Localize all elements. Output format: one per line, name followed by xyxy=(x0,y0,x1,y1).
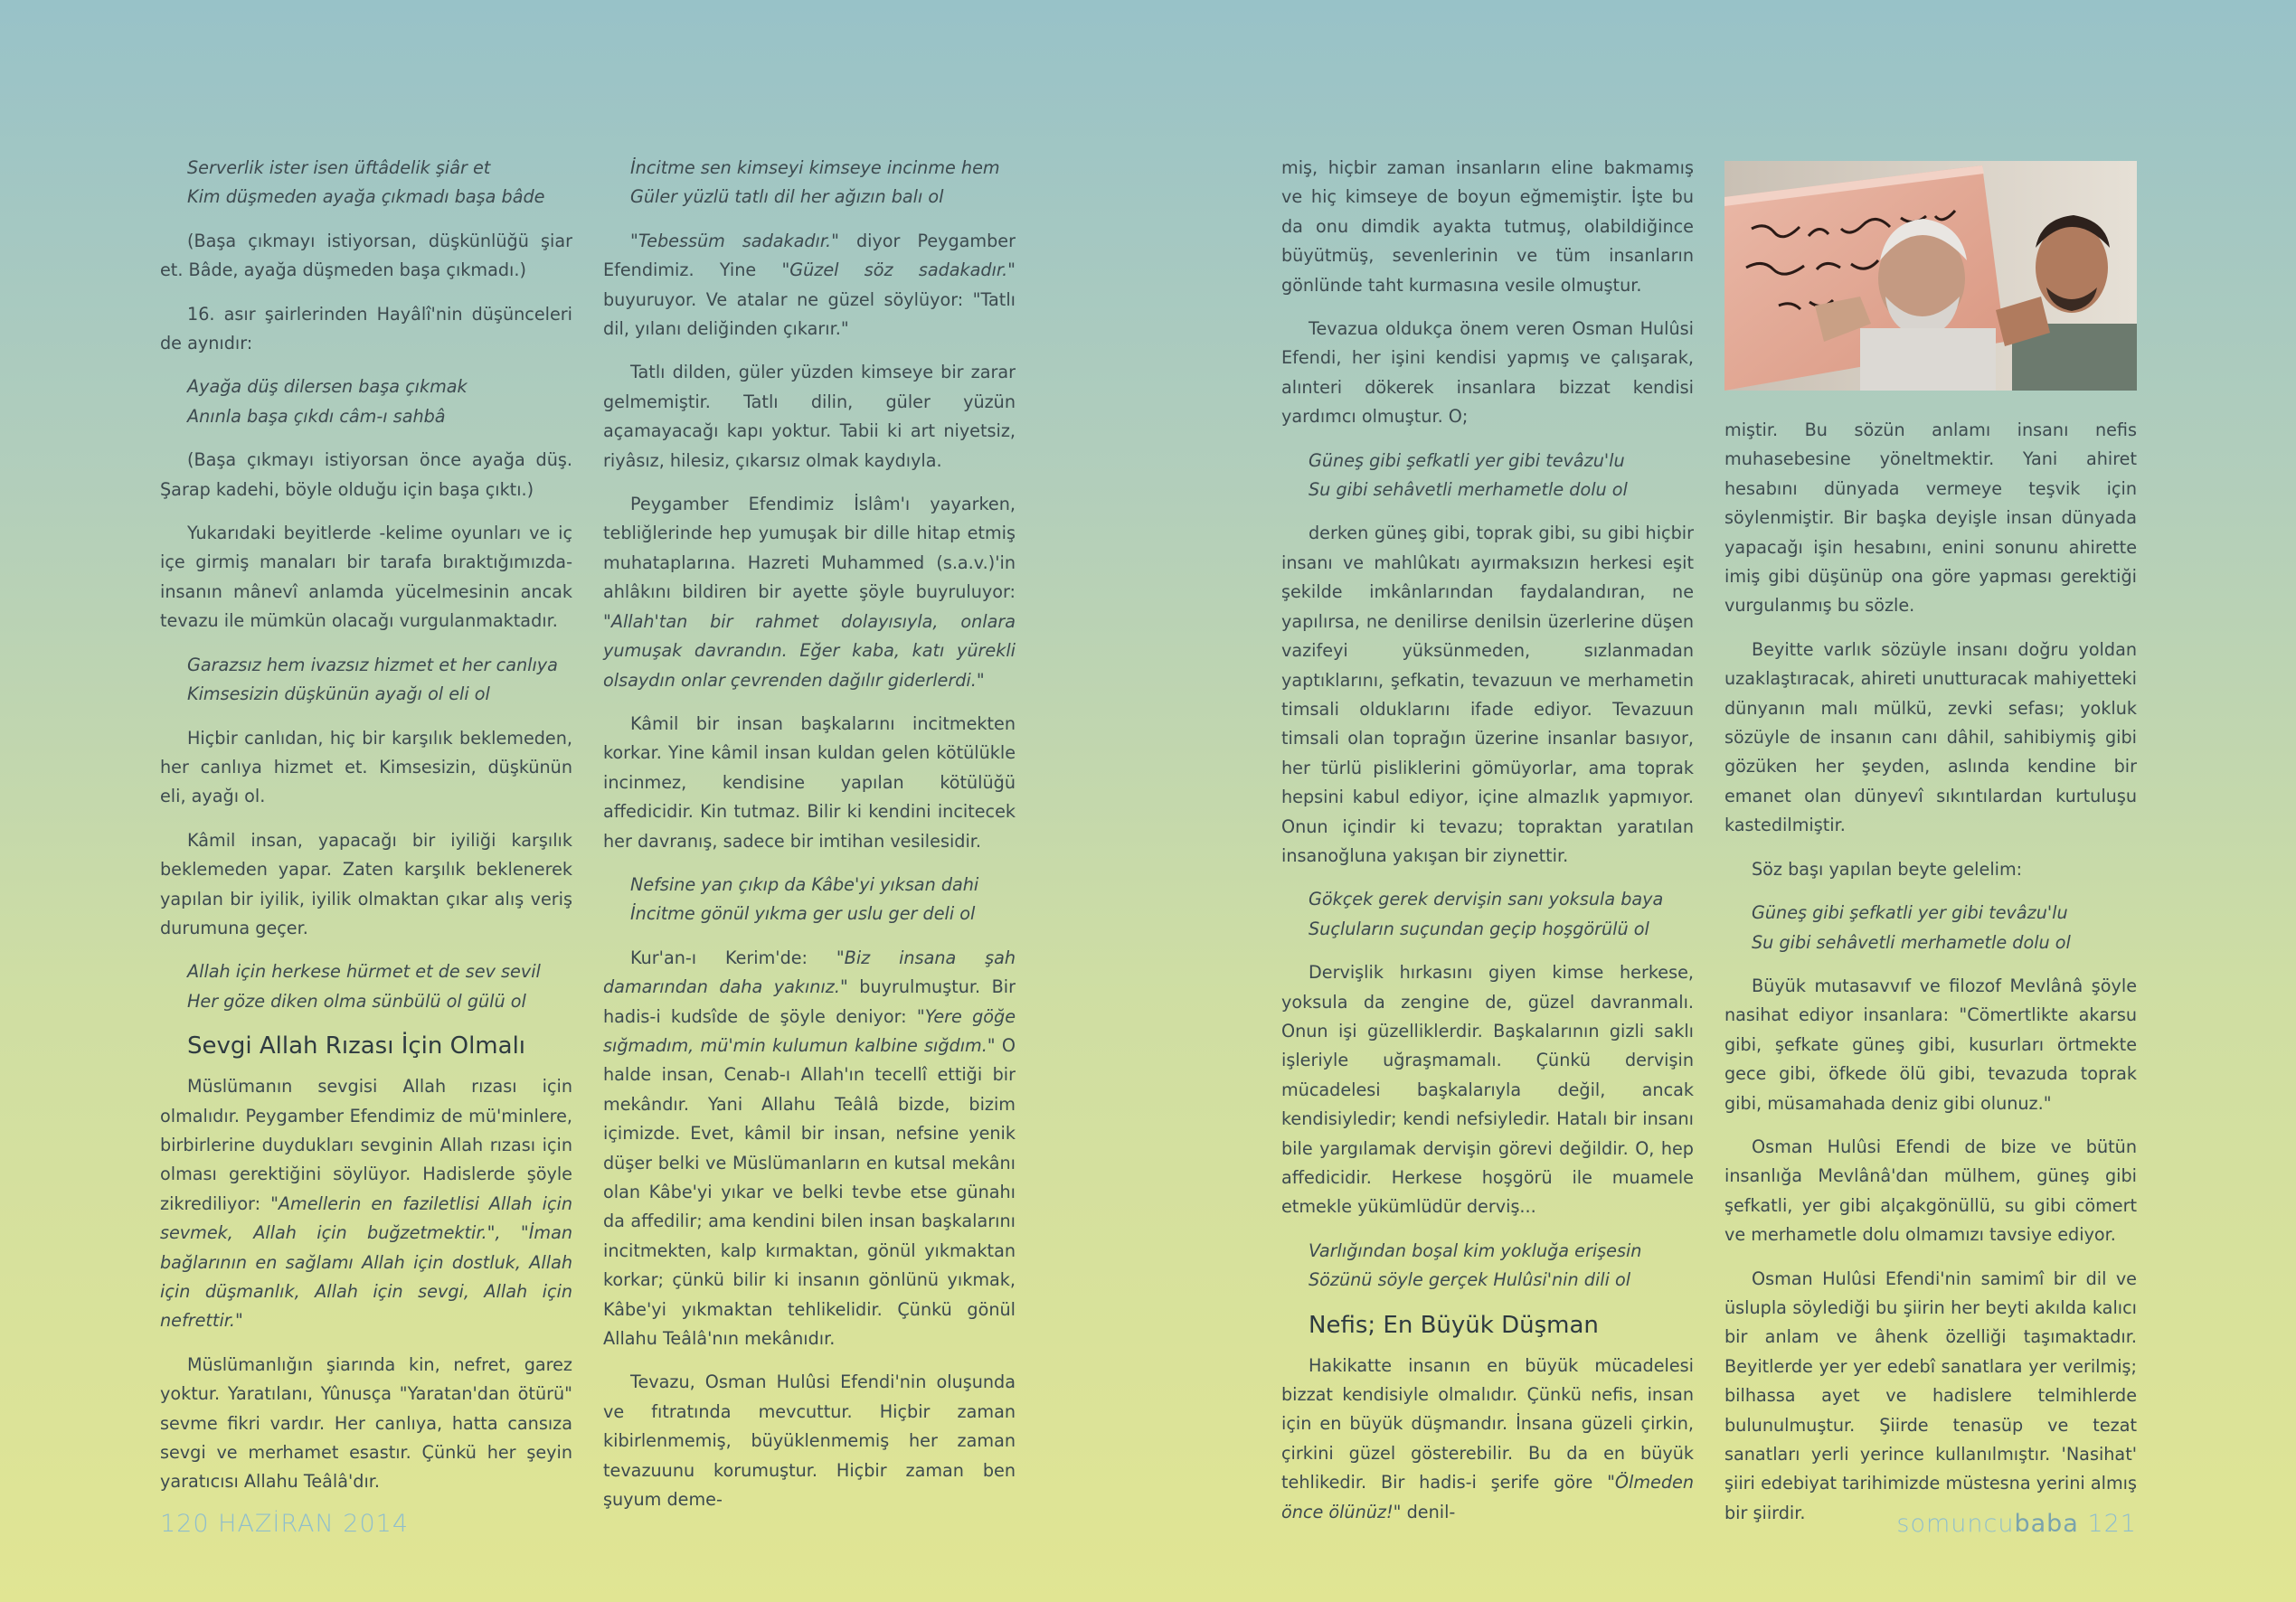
column-3 xyxy=(1281,154,1694,1541)
text-run: buyuruyor. Ve atalar ne güzel söylüyor: "Tatlı dil, yılanı deliğinden çıkarır." xyxy=(603,288,1016,340)
photo-calligraphy-icon xyxy=(1724,161,2137,391)
paragraph: Dervişlik hırkasını giyen kimse herkese, yoksula da zengine de, güzel davranmalı. Onun işi güzelliklerdir. Başkalarının gizli saklı işleriyle uğraşmamalı. Çünkü dervişin mücadelesi başkalarıyla değil, ancak kendisiyledir; kendi nefsiyledir. Hatalı bir insanı bile yargılamak dervişin görevi değildir. O, hep affedicidir. Herkese hoşgörü ile muamele etmekle yükümlüdür derviş... xyxy=(1281,962,1694,1218)
paragraph xyxy=(1281,1352,1694,1527)
verse-line: Sözünü söyle gerçek Hulûsi'nin dili ol xyxy=(1309,1269,1631,1291)
verse-line: Serverlik ister isen üftâdelik şiâr et xyxy=(187,157,491,178)
brand-part: somuncu xyxy=(1896,1510,2015,1538)
verse-line: Kim düşmeden ayağa çıkmadı başa bâde xyxy=(187,186,545,208)
text-run: Hakikatte insanın en büyük mücadelesi bizzat kendisiyle olmalıdır. Çünkü nefis, insan için en büyük düşmandır. İnsana güzeli çirkin, çirkini güzel gösterebilir. Bu da en büyük tehlikedir. Bir hadis-i şerife göre xyxy=(1281,1354,1694,1494)
paragraph xyxy=(603,227,1016,344)
paragraph: (Başa çıkmayı istiyorsan, düşkünlüğü şiar et. Bâde, ayağa düşmeden başa çıkmadı.) xyxy=(160,230,572,281)
text-run: denil- xyxy=(1401,1501,1456,1522)
text-run: Peygamber Efendimiz İslâm'ı yayarken, tebliğlerinde hep yumuşak bir dille hitap etmiş muhataplarına. Hazreti Muhammed (s.a.v.)'in ahlâkını bildiren bir ayette şöyle buyruluyor: xyxy=(603,494,1016,603)
page-number: 121 xyxy=(2087,1510,2137,1538)
quote: "Allah'tan bir rahmet dolayısıyla, onlara yumuşak davrandın. Eğer kaba, katı yürekli olsaydın onlar çevrenden dağılır giderlerdi." xyxy=(603,610,1016,691)
verse-line: Ayağa düş dilersen başa çıkmak xyxy=(187,376,468,398)
folio-right xyxy=(1896,1510,2137,1538)
verse-line: Su gibi sehâvetli merhametle dolu ol xyxy=(1752,931,2071,953)
column-1 xyxy=(160,154,572,1512)
verse-line: Güler yüzlü tatlı dil her ağızın balı ol xyxy=(630,186,944,208)
text-run: Müslümanın sevgisi Allah rızası için olmalıdır. Peygamber Efendimiz de mü'minlere, birbirlerine duydukları sevginin Allah rızası için olması gerektiğini söylüyor. Hadislerde şöyle zikrediliyor: xyxy=(160,1076,572,1214)
paragraph: miştir. Bu sözün anlamı insanı nefis muhasebesine yöneltmektir. Yani ahiret hesabını dünyada vermeye teşvik için söylenmiştir. Bir başka deyişle insan dünyada yapacağı işin hesabını, enini sonunu ahirette imiş gibi düşünüp ona göre yapması gerektiği vurgulanmış bu sözle. xyxy=(1724,419,2137,617)
paragraph: Tevazua oldukça önem veren Osman Hulûsi Efendi, her işini kendisi yapmış ve çalışarak, alınteri dökerek insanlara bizzat kendisi yardımcı olmuştur. O; xyxy=(1281,318,1694,428)
paragraph: 16. asır şairlerinden Hayâlî'nin düşünceleri de aynıdır: xyxy=(160,303,572,354)
text-run: diyor Peygamber Efendimiz. Yine xyxy=(603,230,1016,281)
paragraph xyxy=(603,490,1016,695)
paragraph: Tevazu, Osman Hulûsi Efendi'nin oluşunda ve fıtratında mevcuttur. Hiçbir zaman kibirlenmemiş, büyüklenmemiş her zaman tevazuunu korumuştur. Hiçbir zaman ben şuyum deme- xyxy=(603,1371,1016,1511)
verse xyxy=(187,372,572,431)
paragraph: Söz başı yapılan beyte gelelim: xyxy=(1752,858,2023,880)
column-4 xyxy=(1724,416,2137,1542)
verse-line: Güneş gibi şefkatli yer gibi tevâzu'lu xyxy=(1309,449,1625,471)
quote: "Amellerin en faziletlisi Allah için sevmek, Allah için buğzetmektir.", "İman bağlarının en sağlamı Allah için dostluk, Allah için düşmanlık, Allah için sevgi, Allah için nefrettir." xyxy=(160,1192,572,1332)
section-heading: Nefis; En Büyük Düşman xyxy=(1309,1311,1599,1339)
text-run: Kur'an-ı Kerim'de: xyxy=(630,947,836,968)
quote: "Ölmeden önce ölünüz!" xyxy=(1281,1472,1694,1522)
verse-line: Garazsız hem ivazsız hizmet et her canlıya xyxy=(187,654,558,675)
brand-part: baba xyxy=(2014,1510,2079,1538)
quote: "Biz insana şah damarından daha yakınız." xyxy=(603,947,1016,998)
paragraph: Hiçbir canlıdan, hiç bir karşılık beklemeden, her canlıya hizmet et. Kimsesizin, düşkünün eli, ayağı ol. xyxy=(160,727,572,807)
verse-line: Gökçek gerek dervişin sanı yoksula baya xyxy=(1309,889,1664,910)
column-2 xyxy=(603,154,1016,1529)
paragraph: Tatlı dilden, güler yüzden kimseye bir zarar gelmemiştir. Tatlı dilin, güler yüzün açamayacağı kapı yoktur. Tabii ki art niyetsiz, riyâsız, hilesiz, çıkarsız olmak kaydıyla. xyxy=(603,362,1016,471)
verse xyxy=(1309,1237,1694,1296)
verse-line: Nefsine yan çıkıp da Kâbe'yi yıksan dahi xyxy=(630,873,979,895)
magazine-brand xyxy=(1896,1510,2078,1538)
verse-line: Her göze diken olma sünbülü ol gülü ol xyxy=(187,990,526,1012)
verse xyxy=(1309,447,1694,505)
paragraph: Osman Hulûsi Efendi'nin samimî bir dil ve üslupla söylediği bu şiirin her beyti akılda kalıcı bir anlam ve âhenk özelliği taşımaktadır. Beyitlerde yer yer edebî sanatlara yer verilmiş; bilhassa ayet ve hadislere telmihlerde bulunulmuştur. Şiirde tenasüp ve tezat sanatları yerli yerince kullanılmıştır. 'Nasihat' şiiri edebiyat tarihimizde müstesna yerini almış bir şiirdir. xyxy=(1724,1267,2137,1523)
quote: "Güzel söz sadakadır." xyxy=(781,259,1016,281)
verse xyxy=(187,957,572,1016)
paragraph: (Başa çıkmayı istiyorsan önce ayağa düş. Şarap kadehi, böyle olduğu için başa çıktı.) xyxy=(160,449,572,500)
quote: "Tebessüm sadakadır." xyxy=(630,230,839,251)
paragraph: Müslümanlığın şiarında kin, nefret, garez yoktur. Yaratılanı, Yûnusça "Yaratan'dan ötürü" sevme fikri vardır. Her canlıya, hatta cansıza sevgi ve merhamet esastır. Çünkü her şeyin yaratıcısı Allahu Teâlâ'dır. xyxy=(160,1353,572,1493)
verse xyxy=(630,871,1016,929)
paragraph: Osman Hulûsi Efendi de bize ve bütün insanlığa Mevlânâ'dan mülhem, güneş gibi şefkatli, yer gibi alçakgönüllü, su gibi cömert ve merhametle dolu olmamızı tavsiye ediyor. xyxy=(1724,1136,2137,1246)
verse xyxy=(1752,899,2137,957)
paragraph xyxy=(160,1072,572,1336)
text-run: O halde insan, Cenab-ı Allah'ın tecellî ettiği bir mekândır. Yani Allahu Teâlâ bizde, bizim içimizde. Evet, kâmil bir insan, nefsine yenik düşer belki ve Müslümanların en kutsal mekânı olan Kâbe'yi yıkar ve belki tevbe etse günahı da affedilir; ama kendini bilen insan başkalarını incitmekten, kalp kırmaktan, gönül yıkmaktan korkar; çünkü bilir ki insanın gönlünü yıkmak, Kâbe'yi yıkmaktan tehlikelidir. Çünkü gönül Allahu Teâlâ'nın mekânıdır. xyxy=(603,1034,1016,1350)
page-number: 120 xyxy=(160,1510,210,1538)
paragraph: Yukarıdaki beyitlerde -kelime oyunları ve iç içe girmiş manaları bir tarafa bıraktığımızda- insanın mânevî anlamda yücelmesinin ancak tevazu ile mümkün olacağı vurgulanmaktadır. xyxy=(160,523,572,632)
quote: "Yere göğe sığmadım, mü'min kulumun kalbine sığdım." xyxy=(603,1005,1016,1056)
verse-line: Anınla başa çıkdı câm-ı sahbâ xyxy=(187,405,446,427)
verse xyxy=(1309,885,1694,944)
verse xyxy=(630,154,1016,212)
paragraph xyxy=(603,944,1016,1354)
paragraph: derken güneş gibi, toprak gibi, su gibi hiçbir insanı ve mahlûkatı ayırmaksızın herkesi eşit şekilde imkânlarından faydalandıran, ne yapılırsa, ne denilirse denilsin üzerlerine düşen vazifeyi yüksünmeden, sızlanmadan yaptıklarını, şefkatin, tevazuun ve merhametin timsali olduklarını ifade ediyor. Tevazuun timsali olan toprağın üzerine insanlar basıyor, her türlü pisliklerini gömüyorlar, ama toprak hepsini kabul ediyor, içine almazlık yapmıyor. Onun içindir ki tevazu; topraktan yaratılan insanoğluna yakışan bir ziynettir. xyxy=(1281,523,1694,866)
verse xyxy=(187,154,572,212)
verse-line: İncitme sen kimseyi kimseye incinme hem xyxy=(630,157,1000,178)
photo-calligraphy xyxy=(1724,161,2137,391)
verse-line: Kimsesizin düşkünün ayağı ol eli ol xyxy=(187,683,490,705)
issue-date: HAZİRAN 2014 xyxy=(218,1510,410,1538)
paragraph: Beyitte varlık sözüyle insanı doğru yoldan uzaklaştıracak, ahireti unutturacak mahiyetteki dünyanın malı mülkü, zevki sefası; yokluk sözüyle de insanın canı dâhil, sahibiymiş gibi gözüken her şeyden, aslında kendine bir emanet olan dünyevî sıkıntılardan kurtuluşu kastedilmiştir. xyxy=(1724,638,2137,836)
verse xyxy=(187,651,572,710)
verse-line: Varlığından boşal kim yokluğa erişesin xyxy=(1309,1239,1642,1261)
verse-line: Suçluların suçundan geçip hoşgörülü ol xyxy=(1309,918,1649,939)
paragraph: Kâmil bir insan başkalarını incitmekten korkar. Yine kâmil insan kuldan gelen kötülükle incinmez, kendisine yapılan kötülüğü affedicidir. Kin tutmaz. Bilir ki kendini incitecek her davranış, sadece bir imtihan vesilesidir. xyxy=(603,712,1016,852)
paragraph: Kâmil insan, yapacağı bir iyiliği karşılık beklemeden yapar. Zaten karşılık beklenerek yapılan bir iyilik, iyilik olmaktan çıkar alış veriş durumuna geçer. xyxy=(160,829,572,938)
section-heading: Sevgi Allah Rızası İçin Olmalı xyxy=(187,1032,526,1060)
paragraph: miş, hiçbir zaman insanların eline bakmamış ve hiç kimseye de boyun eğmemiştir. İşte bu da onu dimdik ayakta tutmuş, olabildiğince büyütmüş, sevenlerinin ve tüm insanların gönlünde taht kurmasına vesile olmuştur. xyxy=(1281,157,1694,296)
verse-line: Güneş gibi şefkatli yer gibi tevâzu'lu xyxy=(1752,902,2068,924)
paragraph: Büyük mutasavvıf ve filozof Mevlânâ şöyle nasihat ediyor insanlara: "Cömertlikte akarsu gibi, şefkate güneş gibi, kusurları örtmekte gece gibi, öfkede ölü gibi, tevazuda toprak gibi, müsamahada deniz gibi olunuz." xyxy=(1724,975,2137,1114)
verse-line: İncitme gönül yıkma ger uslu ger deli ol xyxy=(630,903,976,925)
verse-line: Su gibi sehâvetli merhametle dolu ol xyxy=(1309,479,1628,501)
folio-left xyxy=(160,1510,409,1538)
verse-line: Allah için herkese hürmet et de sev sevil xyxy=(187,961,541,983)
text-run: buyrulmuştur. Bir hadis-i kudsîde de şöyle deniyor: xyxy=(603,976,1016,1027)
